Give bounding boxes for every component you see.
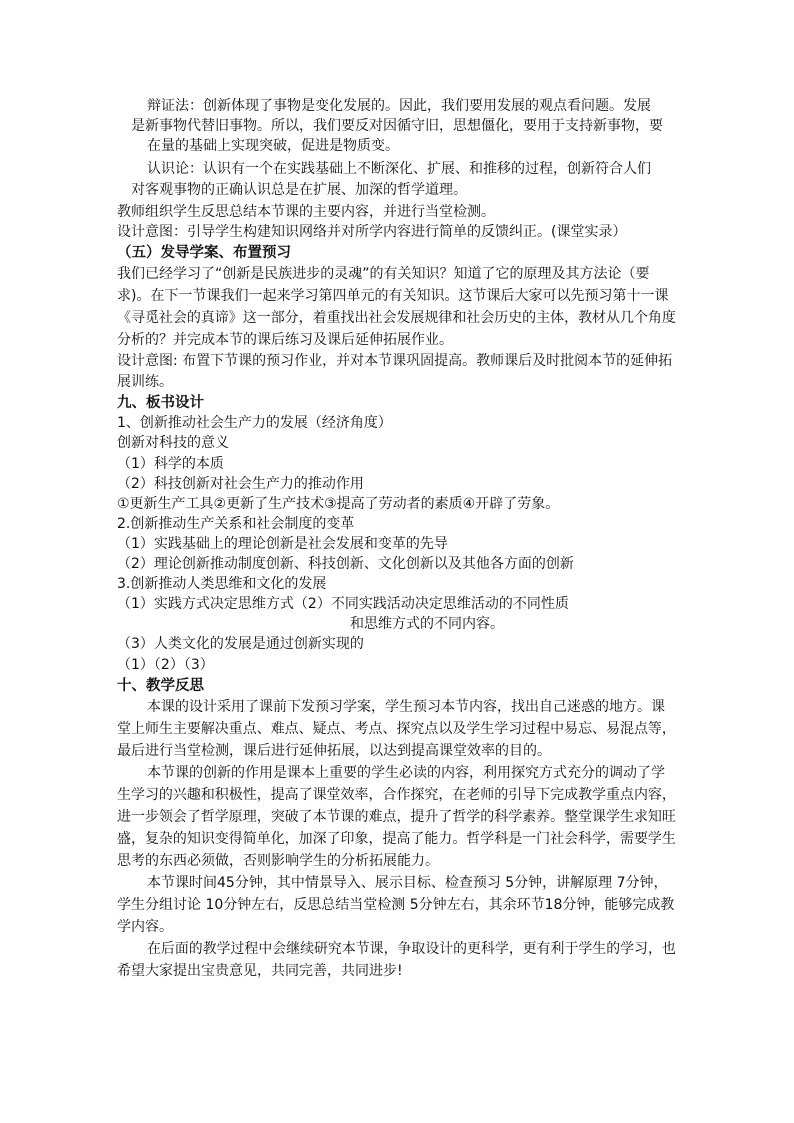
paragraph-line: （3）人类文化的发展是通过创新实现的: [117, 636, 364, 652]
section-heading: 十、教学反思: [117, 678, 204, 694]
paragraph-line: 教师组织学生反思总结本节课的主要内容，并进行当堂检测。: [117, 204, 495, 220]
paragraph-line: 本节课的创新的作用是课本上重要的学生必读的内容，利用探究方式充分的调动了学: [147, 765, 665, 781]
paragraph-line: 进一步领会了哲学原理，突破了本节课的难点，提升了哲学的科学素养。整堂课学生求知旺: [117, 809, 676, 825]
paragraph-line: 堂上师生主要解决重点、难点、疑点、考点、探究点以及学生学习过程中易忘、易混点等，: [117, 721, 676, 737]
paragraph-line: 分析的？并完成本节的课后练习及课后延伸拓展作业。: [117, 332, 453, 348]
paragraph-line: 在量的基础上实现突破，促进是物质变。: [147, 138, 399, 154]
paragraph-line: 本课的设计采用了课前下发预习学案，学生预习本节内容，找出自己迷惑的地方。课: [147, 699, 665, 715]
paragraph-line: 生学习的兴趣和积极性，提高了课堂效率，合作探究，在老师的引导下完成教学重点内容，: [117, 787, 676, 803]
paragraph-line: 学生分组讨论 10分钟左右，反思总结当堂检测 5分钟左右，其余环节18分钟，能够完成教: [117, 897, 675, 913]
paragraph-line: 思考的东西必须做，否则影响学生的分析拓展能力。: [117, 853, 439, 869]
paragraph-line: 设计意图: 布置下节课的预习作业，并对本节课巩固提高。教师课后及时批阅本节的延伸拓: [117, 353, 673, 369]
paragraph-line: 1、创新推动社会生产力的发展（经济角度）: [117, 415, 392, 431]
paragraph-line: 在后面的教学过程中会继续研究本节课，争取设计的更科学，更有利于学生的学习，也: [147, 941, 676, 957]
paragraph-line: ①更新生产工具②更新了生产技术③提高了劳动者的素质④开辟了劳象。: [117, 496, 560, 512]
paragraph-line: 展训练。: [117, 374, 173, 390]
paragraph-line: （1）科学的本质: [117, 456, 224, 472]
paragraph-line: （1）（2）（3）: [117, 657, 214, 673]
paragraph-line: （1）实践方式决定思维方式（2）不同实践活动决定思维活动的不同性质: [117, 596, 569, 612]
paragraph-line: 对客观事物的正确认识总是在扩展、加深的哲学道理。: [131, 182, 467, 198]
paragraph-line: 创新对科技的意义: [117, 435, 229, 451]
paragraph-line: （2）理论创新推动制度创新、科技创新、文化创新以及其他各方面的创新: [117, 556, 574, 572]
paragraph-line: 辩证法：创新体现了事物是变化发展的。因此，我们要用发展的观点看问题。发展: [147, 98, 651, 114]
paragraph-line: 求)。在下一节课我们一起来学习第四单元的有关知识。这节课后大家可以先预习第十一课: [117, 288, 669, 304]
paragraph-line: 2.创新推动生产关系和社会制度的变革: [117, 516, 355, 532]
paragraph-line: （1）实践基础上的理论创新是社会发展和变革的先导: [117, 536, 448, 552]
paragraph-line: 希望大家提出宝贵意见，共同完善，共同进步!: [117, 963, 403, 979]
section-heading: （五）发导学案、布置预习: [117, 245, 291, 261]
paragraph-line: 《寻觅社会的真谛》这一部分，着重找出社会发展规律和社会历史的主体，教材从几个角度: [117, 310, 676, 326]
paragraph-line: 和思维方式的不同内容。: [350, 616, 504, 632]
paragraph-line: 认识论：认识有一个在实践基础上不断深化、扩展、和推移的过程，创新符合人们: [147, 161, 651, 177]
paragraph-line: 是新事物代替旧事物。所以，我们要反对因循守旧，思想僵化，要用于支持新事物，要: [131, 118, 663, 134]
paragraph-line: 学内容。: [117, 919, 173, 935]
paragraph-line: 盛，复杂的知识变得简单化，加深了印象，提高了能力。哲学科是一门社会科学，需要学生: [117, 831, 676, 847]
paragraph-line: 设计意图：引导学生构建知识网络并对所学内容进行简单的反馈纠正。(课堂实录）: [117, 224, 627, 240]
paragraph-line: 本节课时间45分钟，其中情景导入、展示目标、检查预习 5分钟，讲解原理 7分钟，: [147, 875, 668, 891]
paragraph-line: 最后进行当堂检测，课后进行延伸拓展，以达到提高课堂效率的目的。: [117, 743, 551, 759]
paragraph-line: （2）科技创新对社会生产力的推动作用: [117, 476, 364, 492]
paragraph-line: 我们已经学习了“创新是民族进步的灵魂”的有关知识？知道了它的原理及其方法论（要: [117, 266, 650, 282]
section-heading: 九、板书设计: [117, 395, 204, 411]
paragraph-line: 3.创新推动人类思维和文化的发展: [117, 576, 327, 592]
